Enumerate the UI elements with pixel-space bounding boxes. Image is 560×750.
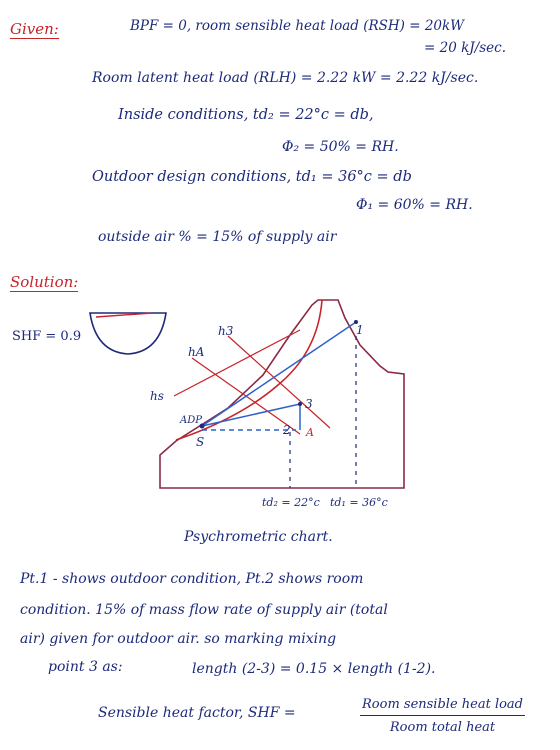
equation-length-ratio: length (2-3) = 0.15 × length (1-2).	[192, 661, 436, 677]
label-td2: td₂ = 22°c	[262, 496, 320, 509]
label-s: S	[196, 435, 205, 449]
label-adp: ADP	[180, 415, 202, 426]
chart-caption: Psychrometric chart.	[184, 529, 333, 545]
label-td1: td₁ = 36°c	[330, 496, 388, 509]
shf-protractor	[90, 313, 166, 354]
label-point-2: 2	[283, 423, 291, 437]
body-line-3: air) given for outdoor air. so marking mixing	[20, 631, 337, 647]
shf-denominator: Room total heat	[389, 720, 496, 735]
label-point-3: 3	[305, 397, 313, 411]
label-point-1: 1	[356, 323, 364, 337]
shf-fraction	[360, 697, 525, 735]
label-point-a: A	[306, 426, 314, 439]
given-line-outside-air: outside air % = 15% of supply air	[98, 229, 337, 245]
point-3	[298, 402, 302, 406]
solution-heading: Solution:	[10, 273, 79, 291]
label-hs: hs	[150, 389, 164, 403]
body-line-2: condition. 15% of mass flow rate of supply air (total	[20, 602, 388, 618]
given-line-inside-conditions: Inside conditions, td₂ = 22°c = db,	[118, 107, 374, 123]
label-h3: h3	[218, 324, 234, 338]
chart-boundary	[160, 300, 404, 488]
given-line-rsh-kj: = 20 kJ/sec.	[424, 40, 506, 56]
given-line-bpf-rsh: BPF = 0, room sensible heat load (RSH) = 20kW	[130, 18, 465, 34]
label-ha: hA	[188, 345, 205, 359]
given-line-rlh: Room latent heat load (RLH) = 2.22 kW = 2.22 kJ/sec.	[92, 70, 479, 86]
given-line-inside-rh: Φ₂ = 50% = RH.	[282, 139, 399, 155]
given-line-outdoor-rh: Φ₁ = 60% = RH.	[356, 197, 473, 213]
enthalpy-line-hs	[174, 330, 300, 396]
shf-value: SHF = 0.9	[12, 329, 82, 344]
shf-numerator: Room sensible heat load	[360, 697, 525, 716]
body-line-4: point 3 as:	[48, 659, 123, 675]
body-line-1: Pt.1 - shows outdoor condition, Pt.2 shows room	[20, 571, 364, 587]
given-heading: Given:	[10, 20, 59, 38]
shf-equation-label: Sensible heat factor, SHF =	[98, 705, 296, 721]
given-line-outdoor-conditions: Outdoor design conditions, td₁ = 36°c = db	[92, 169, 412, 185]
